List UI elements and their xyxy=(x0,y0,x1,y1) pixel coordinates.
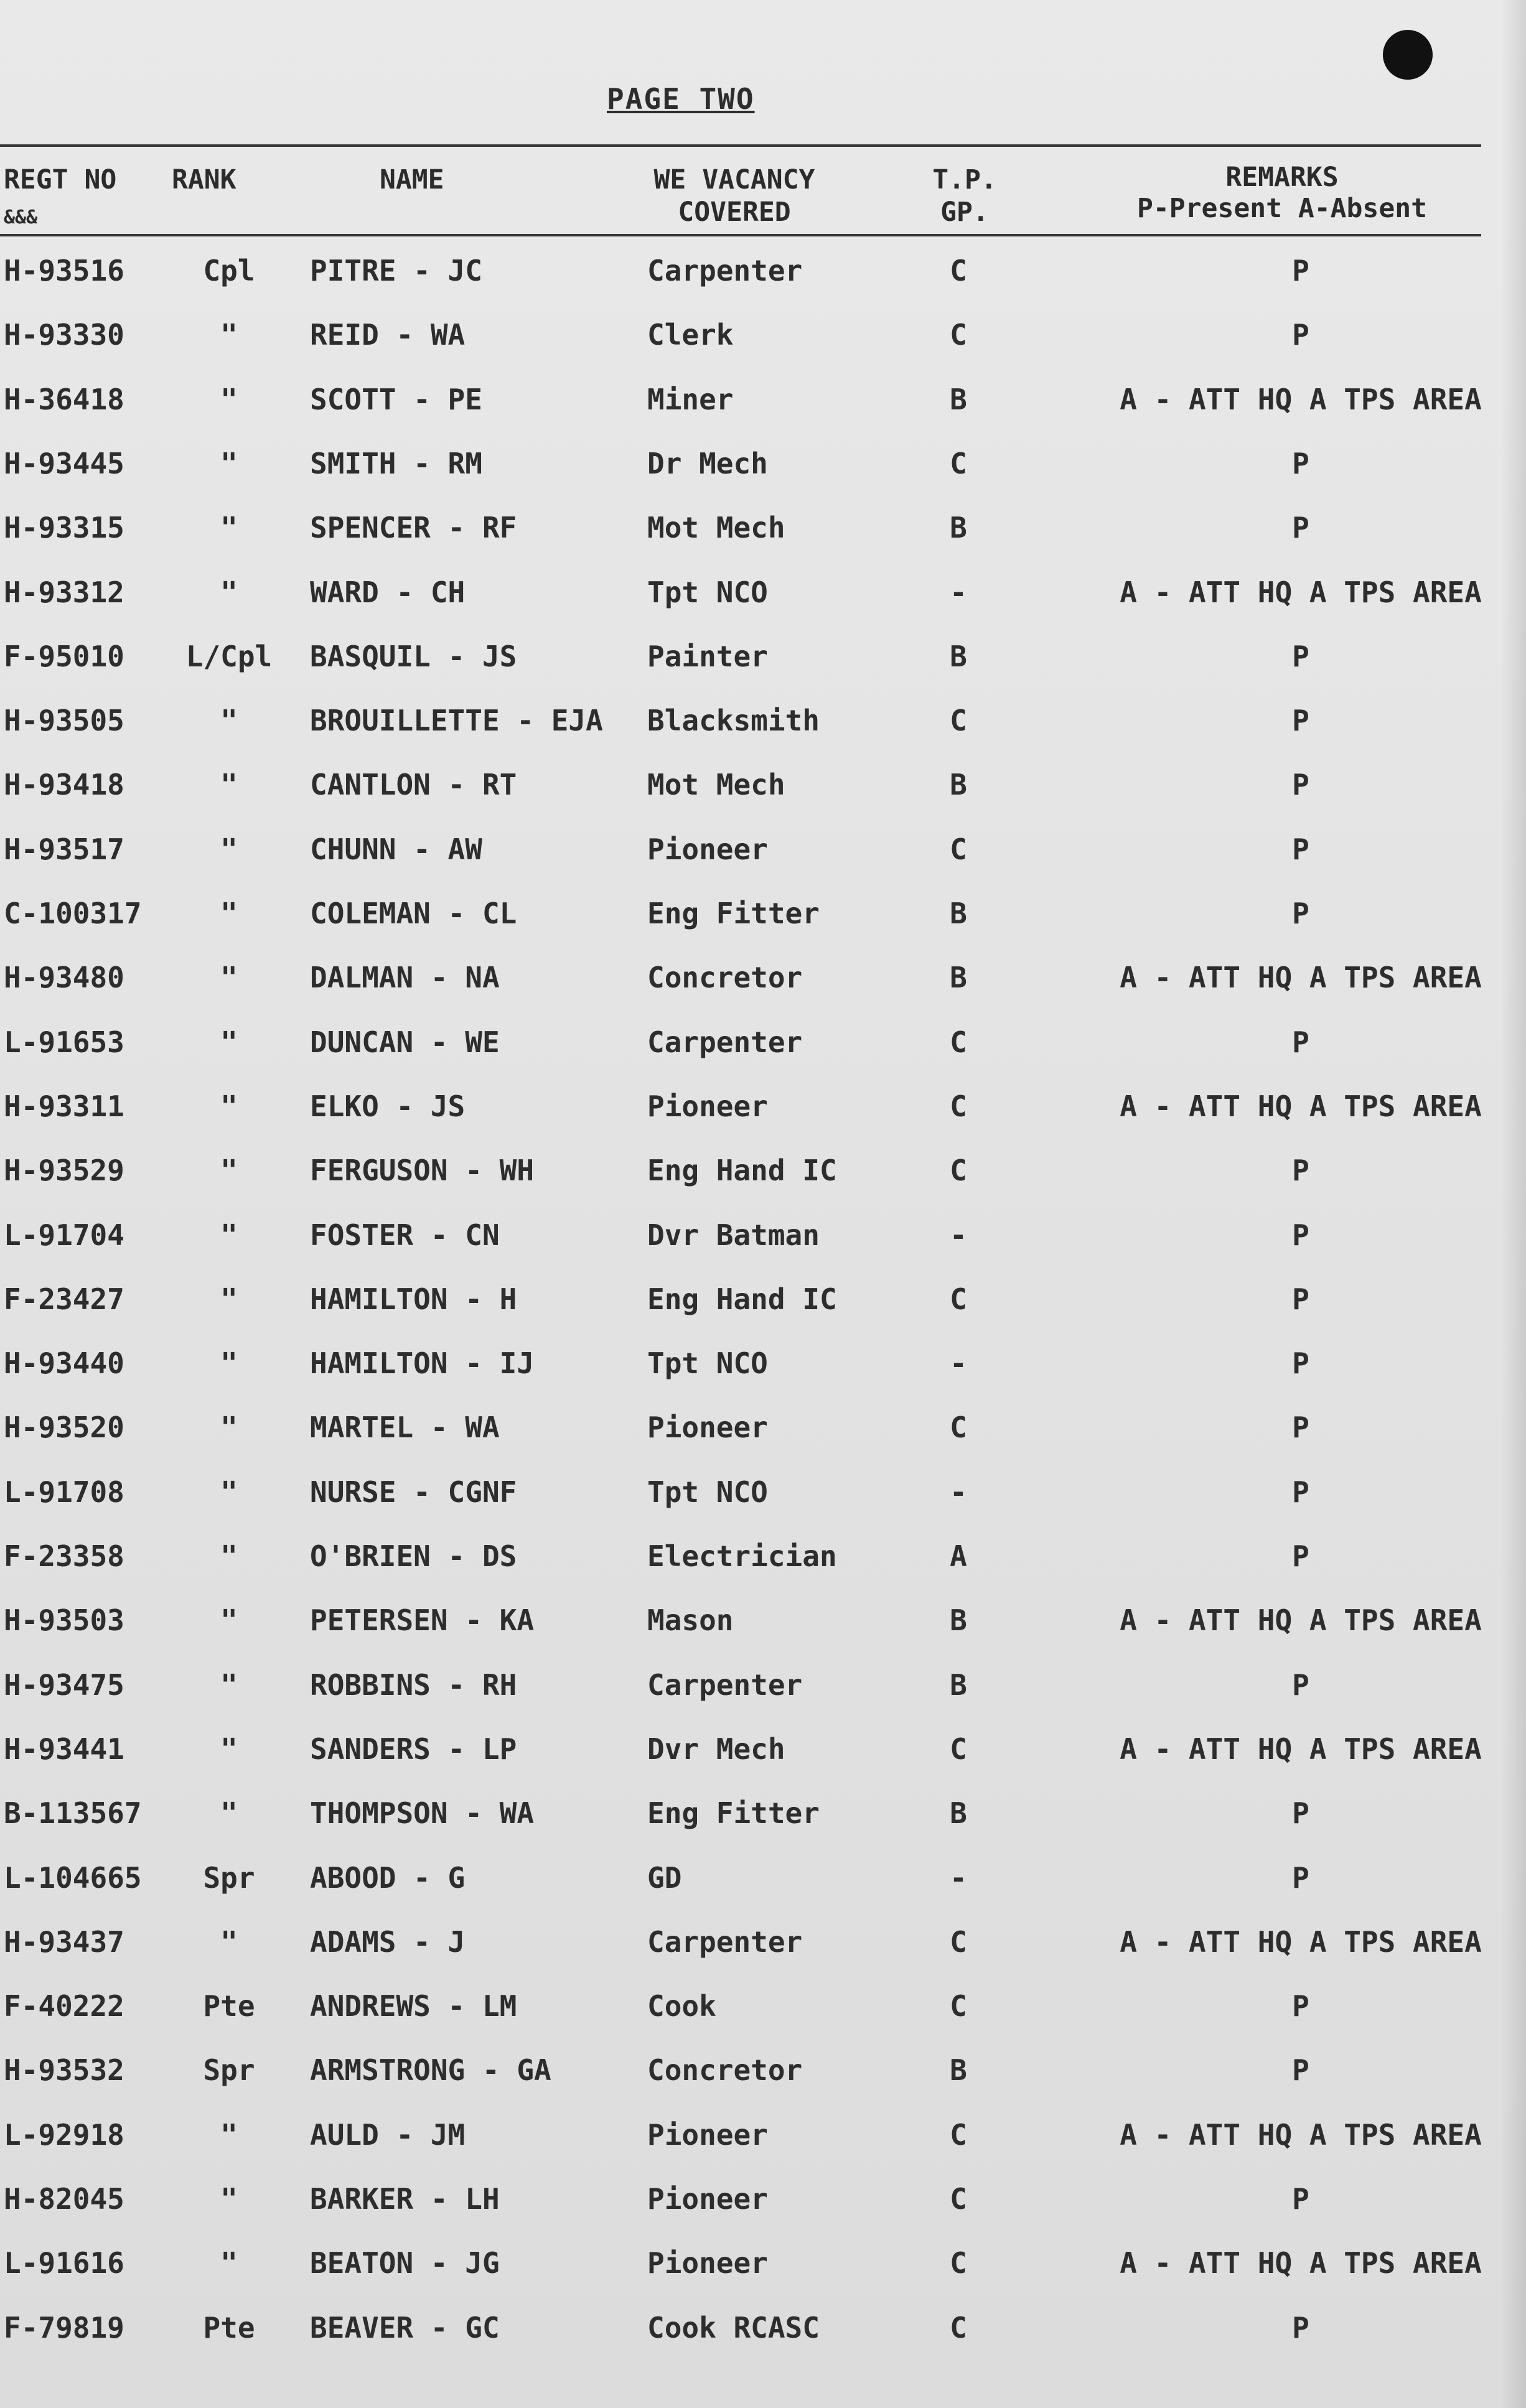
regt-no-cell: H-93311 xyxy=(4,1089,124,1123)
remarks-cell: P xyxy=(1292,2182,1309,2216)
remarks-cell: P xyxy=(1292,1860,1309,1895)
remarks-cell: P xyxy=(1292,1025,1309,1059)
tp-group-cell: - xyxy=(950,1475,967,1509)
regt-no-cell: H-93475 xyxy=(4,1668,124,1702)
regt-no-cell: H-93315 xyxy=(4,511,124,545)
remarks-cell: P xyxy=(1292,897,1309,930)
regt-no-cell: H-93330 xyxy=(4,318,124,352)
name-cell: COLEMAN - CL xyxy=(310,897,517,930)
name-cell: ABOOD - G xyxy=(310,1860,466,1895)
vacancy-cell: Dr Mech xyxy=(647,446,768,480)
regt-no-cell: L-91653 xyxy=(4,1025,124,1059)
tp-group-cell: B xyxy=(950,1603,967,1638)
rank-cell: " xyxy=(220,318,238,352)
table-row xyxy=(0,316,1526,380)
top-rule xyxy=(0,144,1481,147)
remarks-cell: P xyxy=(1292,1475,1309,1509)
remarks-cell: A - ATT HQ A TPS AREA xyxy=(1120,1089,1482,1123)
name-cell: REID - WA xyxy=(310,318,466,352)
tp-group-cell: B xyxy=(950,639,967,673)
vacancy-cell: Pioneer xyxy=(647,2246,768,2280)
vacancy-cell: Dvr Batman xyxy=(647,1218,820,1252)
vacancy-cell: Carpenter xyxy=(647,1025,803,1059)
rank-cell: " xyxy=(220,1668,238,1702)
vacancy-cell: Carpenter xyxy=(647,1668,803,1702)
table-row xyxy=(0,1024,1526,1088)
rank-cell: " xyxy=(220,1925,238,1959)
table-row xyxy=(0,252,1526,316)
remarks-cell: A - ATT HQ A TPS AREA xyxy=(1120,382,1482,416)
remarks-cell: P xyxy=(1292,318,1309,352)
rank-cell: " xyxy=(220,1025,238,1059)
name-cell: WARD - CH xyxy=(310,575,466,609)
tp-group-cell: B xyxy=(950,768,967,802)
table-row xyxy=(0,1859,1526,1923)
table-row xyxy=(0,959,1526,1023)
remarks-cell: P xyxy=(1292,1282,1309,1316)
tp-group-cell: C xyxy=(950,1925,967,1959)
table-row xyxy=(0,1216,1526,1281)
vacancy-cell: Eng Fitter xyxy=(647,897,820,930)
vacancy-cell: Pioneer xyxy=(647,1089,768,1123)
name-cell: PITRE - JC xyxy=(310,254,482,287)
tp-group-cell: C xyxy=(950,704,967,738)
regt-no-cell: C-100317 xyxy=(4,897,142,930)
rank-cell: " xyxy=(220,511,238,545)
regt-no-cell: F-95010 xyxy=(4,639,124,673)
tp-group-cell: B xyxy=(950,2053,967,2088)
regt-no-cell: B-113567 xyxy=(4,1796,142,1831)
tp-group-cell: - xyxy=(950,575,967,609)
regt-no-cell: H-93445 xyxy=(4,446,124,480)
regt-no-cell: H-93440 xyxy=(4,1346,124,1381)
regt-no-cell: L-91708 xyxy=(4,1475,124,1509)
name-cell: CANTLON - RT xyxy=(310,768,517,802)
vacancy-cell: Miner xyxy=(647,382,734,416)
name-cell: THOMPSON - WA xyxy=(310,1796,535,1831)
name-cell: O'BRIEN - DS xyxy=(310,1539,517,1573)
remarks-cell: P xyxy=(1292,704,1309,738)
remarks-cell: A - ATT HQ A TPS AREA xyxy=(1120,2246,1482,2280)
vacancy-cell: Eng Hand IC xyxy=(647,1154,837,1188)
tp-group-cell: C xyxy=(950,1025,967,1059)
vacancy-cell: Pioneer xyxy=(647,1411,768,1445)
remarks-cell: P xyxy=(1292,1796,1309,1831)
vacancy-cell: Cook RCASC xyxy=(647,2310,820,2345)
name-cell: PETERSEN - KA xyxy=(310,1603,535,1638)
rank-cell: " xyxy=(220,2182,238,2216)
remarks-cell: P xyxy=(1292,1218,1309,1252)
rank-cell: Cpl xyxy=(203,254,255,287)
vacancy-cell: Blacksmith xyxy=(647,704,820,738)
remarks-cell: P xyxy=(1292,254,1309,287)
table-row xyxy=(0,831,1526,895)
vacancy-cell: Mot Mech xyxy=(647,511,785,545)
rank-cell: " xyxy=(220,1796,238,1831)
table-row xyxy=(0,1794,1526,1859)
regt-no-cell: H-93312 xyxy=(4,575,124,609)
rank-cell: " xyxy=(220,1154,238,1188)
vacancy-cell: Electrician xyxy=(647,1539,837,1573)
regt-no-cell: L-104665 xyxy=(4,1860,142,1895)
table-row xyxy=(0,1538,1526,1602)
header-rule xyxy=(0,234,1481,236)
remarks-cell: A - ATT HQ A TPS AREA xyxy=(1120,575,1482,609)
rank-cell: Spr xyxy=(203,2053,255,2088)
rank-cell: " xyxy=(220,897,238,930)
vacancy-cell: Tpt NCO xyxy=(647,575,768,609)
table-row xyxy=(0,1730,1526,1794)
rank-cell: " xyxy=(220,1346,238,1381)
rank-cell: Pte xyxy=(203,2310,255,2345)
table-row xyxy=(0,1473,1526,1538)
vacancy-cell: Mot Mech xyxy=(647,768,785,802)
remarks-cell: P xyxy=(1292,832,1309,866)
regt-no-cell: H-36418 xyxy=(4,382,124,416)
tp-group-cell: B xyxy=(950,1796,967,1831)
name-cell: SMITH - RM xyxy=(310,446,482,480)
remarks-cell: P xyxy=(1292,1539,1309,1573)
name-cell: NURSE - CGNF xyxy=(310,1475,517,1509)
header-tp-line2: GP. xyxy=(940,197,989,228)
table-row xyxy=(0,766,1526,830)
rank-cell: " xyxy=(220,382,238,416)
tp-group-cell: C xyxy=(950,254,967,287)
name-cell: ADAMS - J xyxy=(310,1925,466,1959)
tp-group-cell: B xyxy=(950,382,967,416)
tp-group-cell: A xyxy=(950,1539,967,1573)
table-row xyxy=(0,509,1526,573)
name-cell: SCOTT - PE xyxy=(310,382,482,416)
table-row xyxy=(0,895,1526,959)
name-cell: ANDREWS - LM xyxy=(310,1989,517,2023)
table-row xyxy=(0,574,1526,638)
regt-no-cell: H-93532 xyxy=(4,2053,124,2088)
remarks-cell: P xyxy=(1292,1154,1309,1188)
table-row xyxy=(0,445,1526,509)
rank-cell: " xyxy=(220,1732,238,1766)
regt-no-cell: L-91616 xyxy=(4,2246,124,2280)
name-cell: AULD - JM xyxy=(310,2117,466,2152)
header-remarks-line1: REMARKS xyxy=(1225,162,1339,193)
rank-cell: " xyxy=(220,2246,238,2280)
vacancy-cell: Clerk xyxy=(647,318,734,352)
table-row xyxy=(0,1409,1526,1473)
rank-cell: " xyxy=(220,1539,238,1573)
rank-cell: " xyxy=(220,961,238,995)
tp-group-cell: C xyxy=(950,2117,967,2152)
table-row xyxy=(0,1923,1526,1987)
regt-no-cell: F-23358 xyxy=(4,1539,124,1573)
name-cell: FOSTER - CN xyxy=(310,1218,500,1252)
remarks-cell: P xyxy=(1292,446,1309,480)
name-cell: ROBBINS - RH xyxy=(310,1668,517,1702)
name-cell: BEAVER - GC xyxy=(310,2310,500,2345)
rank-cell: " xyxy=(220,2117,238,2152)
name-cell: CHUNN - AW xyxy=(310,832,482,866)
regt-no-cell: H-93441 xyxy=(4,1732,124,1766)
vacancy-cell: Carpenter xyxy=(647,254,803,287)
rank-cell: " xyxy=(220,1475,238,1509)
remarks-cell: P xyxy=(1292,639,1309,673)
remarks-cell: A - ATT HQ A TPS AREA xyxy=(1120,2117,1482,2152)
tp-group-cell: C xyxy=(950,1411,967,1445)
header-regt-sub: &&& xyxy=(4,207,38,228)
rank-cell: " xyxy=(220,1282,238,1316)
regt-no-cell: F-40222 xyxy=(4,1989,124,2023)
name-cell: SPENCER - RF xyxy=(310,511,517,545)
remarks-cell: A - ATT HQ A TPS AREA xyxy=(1120,1732,1482,1766)
remarks-cell: P xyxy=(1292,768,1309,802)
name-cell: FERGUSON - WH xyxy=(310,1154,535,1188)
tp-group-cell: C xyxy=(950,1154,967,1188)
vacancy-cell: Tpt NCO xyxy=(647,1475,768,1509)
regt-no-cell: H-93517 xyxy=(4,832,124,866)
table-row xyxy=(0,1088,1526,1152)
table-row xyxy=(0,1281,1526,1345)
vacancy-cell: Carpenter xyxy=(647,1925,803,1959)
table-row xyxy=(0,1666,1526,1730)
vacancy-cell: Pioneer xyxy=(647,2182,768,2216)
remarks-cell: P xyxy=(1292,2310,1309,2345)
header-name: NAME xyxy=(380,164,444,195)
table-row xyxy=(0,2116,1526,2180)
regt-no-cell: L-91704 xyxy=(4,1218,124,1252)
tp-group-cell: C xyxy=(950,2310,967,2345)
tp-group-cell: - xyxy=(950,1860,967,1895)
punch-hole xyxy=(1383,30,1433,80)
table-row xyxy=(0,2244,1526,2308)
name-cell: BARKER - LH xyxy=(310,2182,500,2216)
rank-cell: Spr xyxy=(203,1860,255,1895)
name-cell: HAMILTON - IJ xyxy=(310,1346,535,1381)
regt-no-cell: H-93437 xyxy=(4,1925,124,1959)
rank-cell: " xyxy=(220,1603,238,1638)
table-row xyxy=(0,1602,1526,1666)
vacancy-cell: Concretor xyxy=(647,961,803,995)
header-tp-line1: T.P. xyxy=(932,164,997,195)
name-cell: ARMSTRONG - GA xyxy=(310,2053,551,2088)
vacancy-cell: Concretor xyxy=(647,2053,803,2088)
remarks-cell: P xyxy=(1292,1411,1309,1445)
table-row xyxy=(0,2051,1526,2116)
rank-cell: " xyxy=(220,704,238,738)
vacancy-cell: Mason xyxy=(647,1603,734,1638)
name-cell: ELKO - JS xyxy=(310,1089,466,1123)
remarks-cell: P xyxy=(1292,1346,1309,1381)
table-row xyxy=(0,1152,1526,1216)
rank-cell: " xyxy=(220,446,238,480)
regt-no-cell: H-93480 xyxy=(4,961,124,995)
table-row xyxy=(0,638,1526,702)
name-cell: BASQUIL - JS xyxy=(310,639,517,673)
regt-no-cell: H-93516 xyxy=(4,254,124,287)
name-cell: MARTEL - WA xyxy=(310,1411,500,1445)
regt-no-cell: H-93529 xyxy=(4,1154,124,1188)
table-row xyxy=(0,2180,1526,2244)
regt-no-cell: H-82045 xyxy=(4,2182,124,2216)
regt-no-cell: L-92918 xyxy=(4,2117,124,2152)
page-title: PAGE TWO xyxy=(607,82,755,116)
rank-cell: " xyxy=(220,1411,238,1445)
regt-no-cell: F-23427 xyxy=(4,1282,124,1316)
tp-group-cell: C xyxy=(950,1282,967,1316)
header-vacancy-line2: COVERED xyxy=(678,197,791,228)
table-row xyxy=(0,1987,1526,2051)
table-row xyxy=(0,2309,1526,2373)
tp-group-cell: B xyxy=(950,511,967,545)
table-row xyxy=(0,1345,1526,1409)
name-cell: DUNCAN - WE xyxy=(310,1025,500,1059)
tp-group-cell: B xyxy=(950,1668,967,1702)
tp-group-cell: C xyxy=(950,2182,967,2216)
remarks-cell: P xyxy=(1292,2053,1309,2088)
name-cell: BROUILLETTE - EJA xyxy=(310,704,603,738)
regt-no-cell: H-93418 xyxy=(4,768,124,802)
tp-group-cell: B xyxy=(950,961,967,995)
header-rank: RANK xyxy=(172,164,236,195)
table-row xyxy=(0,381,1526,445)
name-cell: HAMILTON - H xyxy=(310,1282,517,1316)
regt-no-cell: H-93520 xyxy=(4,1411,124,1445)
remarks-cell: A - ATT HQ A TPS AREA xyxy=(1120,1925,1482,1959)
regt-no-cell: F-79819 xyxy=(4,2310,124,2345)
remarks-cell: P xyxy=(1292,1989,1309,2023)
tp-group-cell: C xyxy=(950,1089,967,1123)
vacancy-cell: Pioneer xyxy=(647,2117,768,2152)
tp-group-cell: C xyxy=(950,2246,967,2280)
rank-cell: " xyxy=(220,1218,238,1252)
rank-cell: " xyxy=(220,768,238,802)
remarks-cell: A - ATT HQ A TPS AREA xyxy=(1120,1603,1482,1638)
vacancy-cell: Pioneer xyxy=(647,832,768,866)
remarks-cell: P xyxy=(1292,1668,1309,1702)
vacancy-cell: Eng Fitter xyxy=(647,1796,820,1831)
tp-group-cell: C xyxy=(950,1732,967,1766)
rank-cell: Pte xyxy=(203,1989,255,2023)
header-vacancy-line1: WE VACANCY xyxy=(653,164,815,195)
regt-no-cell: H-93505 xyxy=(4,704,124,738)
remarks-cell: A - ATT HQ A TPS AREA xyxy=(1120,961,1482,995)
table-row xyxy=(0,702,1526,766)
remarks-cell: P xyxy=(1292,511,1309,545)
rank-cell: " xyxy=(220,575,238,609)
vacancy-cell: GD xyxy=(647,1860,682,1895)
tp-group-cell: - xyxy=(950,1346,967,1381)
vacancy-cell: Dvr Mech xyxy=(647,1732,785,1766)
tp-group-cell: B xyxy=(950,897,967,930)
vacancy-cell: Tpt NCO xyxy=(647,1346,768,1381)
vacancy-cell: Eng Hand IC xyxy=(647,1282,837,1316)
rank-cell: L/Cpl xyxy=(185,639,273,673)
tp-group-cell: C xyxy=(950,832,967,866)
tp-group-cell: - xyxy=(950,1218,967,1252)
name-cell: DALMAN - NA xyxy=(310,961,500,995)
header-regt-no: REGT NO xyxy=(4,164,117,195)
vacancy-cell: Painter xyxy=(647,639,768,673)
tp-group-cell: C xyxy=(950,446,967,480)
rank-cell: " xyxy=(220,832,238,866)
rank-cell: " xyxy=(220,1089,238,1123)
header-remarks-line2: P-Present A-Absent xyxy=(1137,193,1427,224)
tp-group-cell: C xyxy=(950,318,967,352)
vacancy-cell: Cook xyxy=(647,1989,716,2023)
regt-no-cell: H-93503 xyxy=(4,1603,124,1638)
name-cell: SANDERS - LP xyxy=(310,1732,517,1766)
name-cell: BEATON - JG xyxy=(310,2246,500,2280)
tp-group-cell: C xyxy=(950,1989,967,2023)
